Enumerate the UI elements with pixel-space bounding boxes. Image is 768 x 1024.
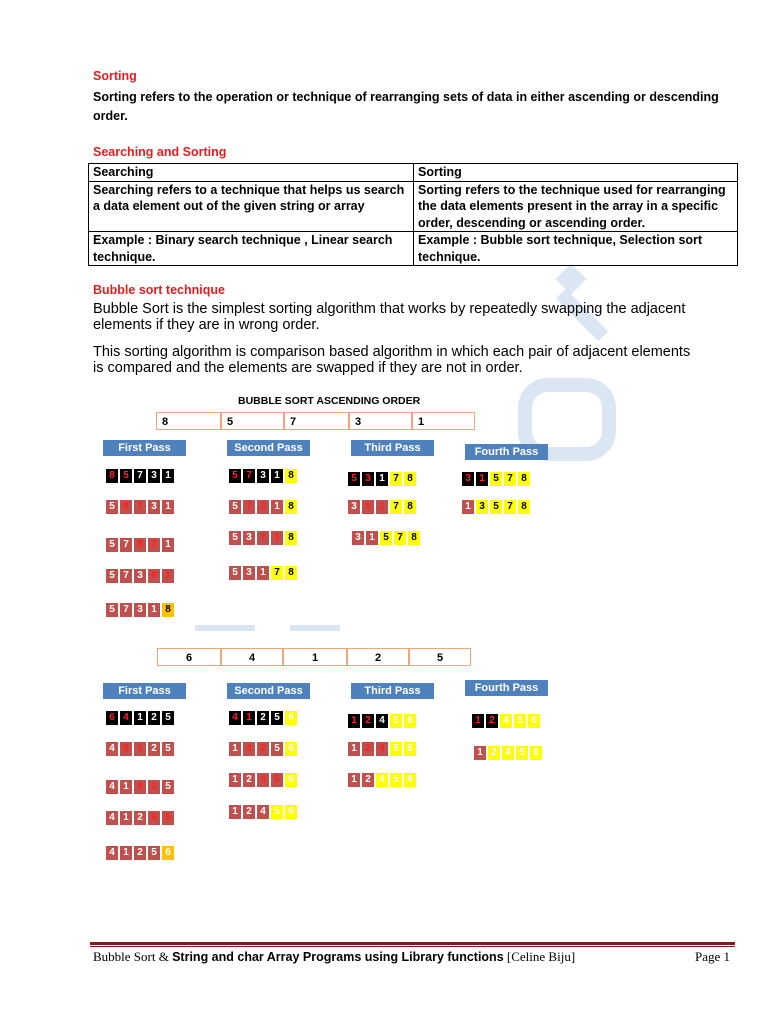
sort-cell: 3 xyxy=(257,500,269,514)
sort-step-row xyxy=(229,805,297,819)
sort-cell: 1 xyxy=(348,742,360,756)
sort-cell: 3 xyxy=(134,603,146,617)
sort-cell: 1 xyxy=(474,746,486,760)
sort-cell: 7 xyxy=(390,500,402,514)
sort-step-row xyxy=(462,500,530,514)
array-cell: 2 xyxy=(347,648,409,666)
sort-cell: 1 xyxy=(476,472,488,486)
watermark-shape xyxy=(555,263,586,294)
sort-cell: 8 xyxy=(285,500,297,514)
sort-cell: 1 xyxy=(348,714,360,728)
sort-cell: 8 xyxy=(518,500,530,514)
array-cell: 5 xyxy=(409,648,471,666)
sort-cell: 7 xyxy=(134,500,146,514)
sort-cell: 5 xyxy=(106,603,118,617)
sort-cell: 5 xyxy=(162,811,174,825)
sort-cell: 7 xyxy=(134,469,146,483)
sort-cell: 3 xyxy=(257,469,269,483)
watermark-shape xyxy=(195,625,255,631)
sort-cell: 3 xyxy=(243,531,255,545)
array-cell: 1 xyxy=(283,648,347,666)
sort-cell: 7 xyxy=(390,472,402,486)
table-header-sorting: Sorting xyxy=(414,164,738,182)
table-header-row xyxy=(89,164,738,182)
pass-label-second: Second Pass xyxy=(227,440,310,456)
sort-cell: 1 xyxy=(148,603,160,617)
pass-label-fourth: Fourth Pass xyxy=(465,680,548,696)
sort-cell: 3 xyxy=(148,538,160,552)
diagram-title: BUBBLE SORT ASCENDING ORDER xyxy=(238,395,421,407)
table-cell: Searching refers to a technique that helps us search a data element out of the given string or array xyxy=(89,181,414,232)
sort-step-row xyxy=(229,531,297,545)
sort-cell: 3 xyxy=(148,469,160,483)
sort-cell: 5 xyxy=(106,500,118,514)
sort-step-row xyxy=(106,500,174,514)
sorting-text-line-1: Sorting refers to the operation or technique of rearranging sets of data in either ascending or descending xyxy=(93,90,719,104)
sort-cell: 1 xyxy=(229,773,241,787)
sort-cell: 1 xyxy=(472,714,484,728)
array-cell: 1 xyxy=(412,412,475,430)
sort-cell: 1 xyxy=(348,773,360,787)
sort-cell: 4 xyxy=(257,805,269,819)
footer-left-plain: Bubble Sort & xyxy=(93,949,173,964)
sort-step-row xyxy=(474,746,542,760)
sort-cell: 6 xyxy=(285,805,297,819)
sort-step-row xyxy=(106,711,174,725)
bubble-sort-heading: Bubble sort technique xyxy=(93,283,225,297)
pass-label-second: Second Pass xyxy=(227,683,310,699)
array-cell: 3 xyxy=(349,412,412,430)
sort-cell: 7 xyxy=(120,569,132,583)
sort-cell: 7 xyxy=(243,469,255,483)
sort-cell: 4 xyxy=(376,742,388,756)
sort-step-row xyxy=(229,711,297,725)
sort-cell: 3 xyxy=(462,472,474,486)
sort-cell: 3 xyxy=(134,569,146,583)
sort-cell: 2 xyxy=(148,742,160,756)
sort-step-row xyxy=(348,500,416,514)
sort-cell: 3 xyxy=(243,566,255,580)
searching-sorting-heading: Searching and Sorting xyxy=(93,145,227,159)
sort-step-row xyxy=(352,531,420,545)
sort-cell: 1 xyxy=(120,846,132,860)
sort-cell: 6 xyxy=(528,714,540,728)
sort-cell: 5 xyxy=(390,714,402,728)
table-row xyxy=(89,232,738,266)
sort-cell: 2 xyxy=(243,773,255,787)
sort-step-row xyxy=(106,846,174,860)
bubble-sort-paragraph-1 xyxy=(93,301,743,333)
sort-cell: 5 xyxy=(106,538,118,552)
table-cell: Example : Bubble sort technique, Selection sort technique. xyxy=(414,232,738,266)
sort-cell: 8 xyxy=(162,603,174,617)
sort-cell: 5 xyxy=(514,714,526,728)
footer-left-author: [Celine Biju] xyxy=(503,949,576,964)
sort-cell: 1 xyxy=(162,469,174,483)
sort-step-row xyxy=(348,472,416,486)
sort-cell: 7 xyxy=(504,500,516,514)
initial-array-1 xyxy=(156,412,475,430)
sort-cell: 1 xyxy=(134,742,146,756)
sort-cell: 4 xyxy=(500,714,512,728)
sort-step-row xyxy=(348,714,416,728)
table-row xyxy=(89,181,738,232)
sort-step-row xyxy=(106,780,174,794)
sort-cell: 1 xyxy=(243,711,255,725)
sort-step-row xyxy=(106,603,174,617)
sort-cell: 1 xyxy=(366,531,378,545)
sort-cell: 1 xyxy=(134,711,146,725)
sort-step-row xyxy=(106,469,174,483)
sort-step-row xyxy=(472,714,540,728)
para2-line-1: This sorting algorithm is comparison based algorithm in which each pair of adjacent elements xyxy=(93,344,691,360)
para1-line-1: Bubble Sort is the simplest sorting algorithm that works by repeatedly swapping the adjacent xyxy=(93,301,686,317)
sort-cell: 3 xyxy=(148,500,160,514)
sort-cell: 5 xyxy=(148,846,160,860)
sort-cell: 2 xyxy=(148,711,160,725)
sort-cell: 6 xyxy=(404,773,416,787)
pass-label-fourth: Fourth Pass xyxy=(465,444,548,460)
sort-cell: 3 xyxy=(352,531,364,545)
sort-cell: 5 xyxy=(162,742,174,756)
sort-cell: 5 xyxy=(271,742,283,756)
pass-label-first: First Pass xyxy=(103,440,186,456)
sort-cell: 4 xyxy=(106,846,118,860)
sort-cell: 1 xyxy=(257,566,269,580)
sort-cell: 2 xyxy=(488,746,500,760)
sort-cell: 8 xyxy=(408,531,420,545)
array-cell: 6 xyxy=(157,648,221,666)
sort-cell: 6 xyxy=(530,746,542,760)
table-header-searching: Searching xyxy=(89,164,414,182)
sort-step-row xyxy=(229,469,297,483)
sort-cell: 1 xyxy=(376,500,388,514)
sort-cell: 8 xyxy=(285,566,297,580)
sort-cell: 8 xyxy=(404,500,416,514)
initial-array-2 xyxy=(157,648,471,666)
sort-cell: 2 xyxy=(486,714,498,728)
sort-cell: 2 xyxy=(362,742,374,756)
sort-cell: 5 xyxy=(271,805,283,819)
pass-label-third: Third Pass xyxy=(351,440,434,456)
array-cell: 4 xyxy=(221,648,283,666)
sort-cell: 8 xyxy=(120,500,132,514)
sort-cell: 5 xyxy=(390,742,402,756)
sort-cell: 2 xyxy=(134,846,146,860)
sort-cell: 3 xyxy=(362,472,374,486)
sort-cell: 8 xyxy=(285,531,297,545)
sort-cell: 6 xyxy=(285,773,297,787)
footer-divider xyxy=(90,946,735,947)
sorting-heading: Sorting xyxy=(93,69,137,83)
sort-cell: 6 xyxy=(162,846,174,860)
sort-cell: 1 xyxy=(376,472,388,486)
sort-cell: 5 xyxy=(229,566,241,580)
footer-divider xyxy=(90,942,735,945)
sort-cell: 7 xyxy=(243,500,255,514)
table-cell: Example : Binary search technique , Linear search technique. xyxy=(89,232,414,266)
sort-cell: 4 xyxy=(106,742,118,756)
sort-cell: 8 xyxy=(404,472,416,486)
sort-cell: 7 xyxy=(394,531,406,545)
sort-cell: 1 xyxy=(120,811,132,825)
sort-cell: 4 xyxy=(229,711,241,725)
sort-cell: 5 xyxy=(229,469,241,483)
sort-cell: 5 xyxy=(271,711,283,725)
sort-cell: 5 xyxy=(390,773,402,787)
array-cell: 7 xyxy=(284,412,349,430)
sort-cell: 3 xyxy=(348,500,360,514)
footer-left-bold: String and char Array Programs using Library functions xyxy=(172,950,504,964)
sort-cell: 2 xyxy=(362,714,374,728)
sort-cell: 2 xyxy=(134,811,146,825)
comparison-table xyxy=(88,163,738,266)
sort-cell: 7 xyxy=(271,566,283,580)
sort-cell: 5 xyxy=(229,500,241,514)
sort-step-row xyxy=(229,566,297,580)
sort-cell: 5 xyxy=(106,569,118,583)
sort-step-row xyxy=(229,500,297,514)
sort-cell: 5 xyxy=(229,531,241,545)
sort-step-row xyxy=(229,742,297,756)
sort-cell: 1 xyxy=(120,780,132,794)
sort-cell: 5 xyxy=(162,780,174,794)
sort-cell: 7 xyxy=(504,472,516,486)
sort-cell: 6 xyxy=(285,742,297,756)
sort-cell: 8 xyxy=(518,472,530,486)
page-number: Page 1 xyxy=(694,949,730,964)
sort-cell: 5 xyxy=(120,469,132,483)
sort-step-row xyxy=(462,472,530,486)
pass-label-first: First Pass xyxy=(103,683,186,699)
sort-cell: 1 xyxy=(229,742,241,756)
sort-cell: 5 xyxy=(490,472,502,486)
array-cell: 5 xyxy=(221,412,284,430)
sort-cell: 3 xyxy=(476,500,488,514)
sort-cell: 2 xyxy=(257,742,269,756)
sort-cell: 5 xyxy=(348,472,360,486)
sort-cell: 4 xyxy=(502,746,514,760)
sort-cell: 8 xyxy=(134,538,146,552)
sorting-text-line-2: order. xyxy=(93,109,128,123)
sort-cell: 4 xyxy=(106,780,118,794)
sort-cell: 1 xyxy=(271,531,283,545)
sort-cell: 2 xyxy=(362,773,374,787)
sort-step-row xyxy=(348,742,416,756)
sort-cell: 1 xyxy=(162,500,174,514)
sort-cell: 5 xyxy=(162,711,174,725)
sort-cell: 7 xyxy=(120,538,132,552)
sort-cell: 4 xyxy=(243,742,255,756)
sort-cell: 4 xyxy=(106,811,118,825)
sort-cell: 2 xyxy=(148,780,160,794)
sort-cell: 2 xyxy=(243,805,255,819)
sort-cell: 1 xyxy=(462,500,474,514)
sort-cell: 5 xyxy=(380,531,392,545)
sort-cell: 6 xyxy=(120,742,132,756)
pass-label-third: Third Pass xyxy=(351,683,434,699)
sort-step-row xyxy=(348,773,416,787)
sort-cell: 2 xyxy=(257,711,269,725)
bubble-sort-paragraph-2 xyxy=(93,344,743,376)
sort-cell: 7 xyxy=(257,531,269,545)
sort-cell: 5 xyxy=(362,500,374,514)
sort-cell: 1 xyxy=(271,469,283,483)
sort-cell: 8 xyxy=(285,469,297,483)
sort-cell: 6 xyxy=(134,780,146,794)
sort-step-row xyxy=(106,569,174,583)
sort-cell: 4 xyxy=(376,773,388,787)
sort-cell: 6 xyxy=(106,711,118,725)
table-cell: Sorting refers to the technique used for rearranging the data elements present in the array in a specific order, descending or ascending order. xyxy=(414,181,738,232)
footer-left xyxy=(93,949,575,965)
array-cell: 8 xyxy=(156,412,221,430)
sort-cell: 6 xyxy=(404,742,416,756)
sort-cell: 5 xyxy=(516,746,528,760)
sort-step-row xyxy=(229,773,297,787)
sort-cell: 1 xyxy=(162,569,174,583)
watermark-shape xyxy=(290,625,340,631)
sort-cell: 8 xyxy=(106,469,118,483)
sort-cell: 6 xyxy=(404,714,416,728)
sort-cell: 1 xyxy=(271,500,283,514)
sort-step-row xyxy=(106,538,174,552)
sort-cell: 4 xyxy=(120,711,132,725)
sort-cell: 5 xyxy=(271,773,283,787)
sort-cell: 8 xyxy=(148,569,160,583)
sort-cell: 4 xyxy=(257,773,269,787)
sort-cell: 6 xyxy=(148,811,160,825)
sort-cell: 6 xyxy=(285,711,297,725)
para2-line-2: is compared and the elements are swapped if they are not in order. xyxy=(93,360,523,376)
sort-cell: 5 xyxy=(490,500,502,514)
sorting-text xyxy=(93,88,753,126)
sort-cell: 7 xyxy=(120,603,132,617)
sort-cell: 4 xyxy=(376,714,388,728)
sort-cell: 1 xyxy=(162,538,174,552)
sort-cell: 1 xyxy=(229,805,241,819)
para1-line-2: elements if they are in wrong order. xyxy=(93,317,320,333)
sort-step-row xyxy=(106,811,174,825)
sort-step-row xyxy=(106,742,174,756)
